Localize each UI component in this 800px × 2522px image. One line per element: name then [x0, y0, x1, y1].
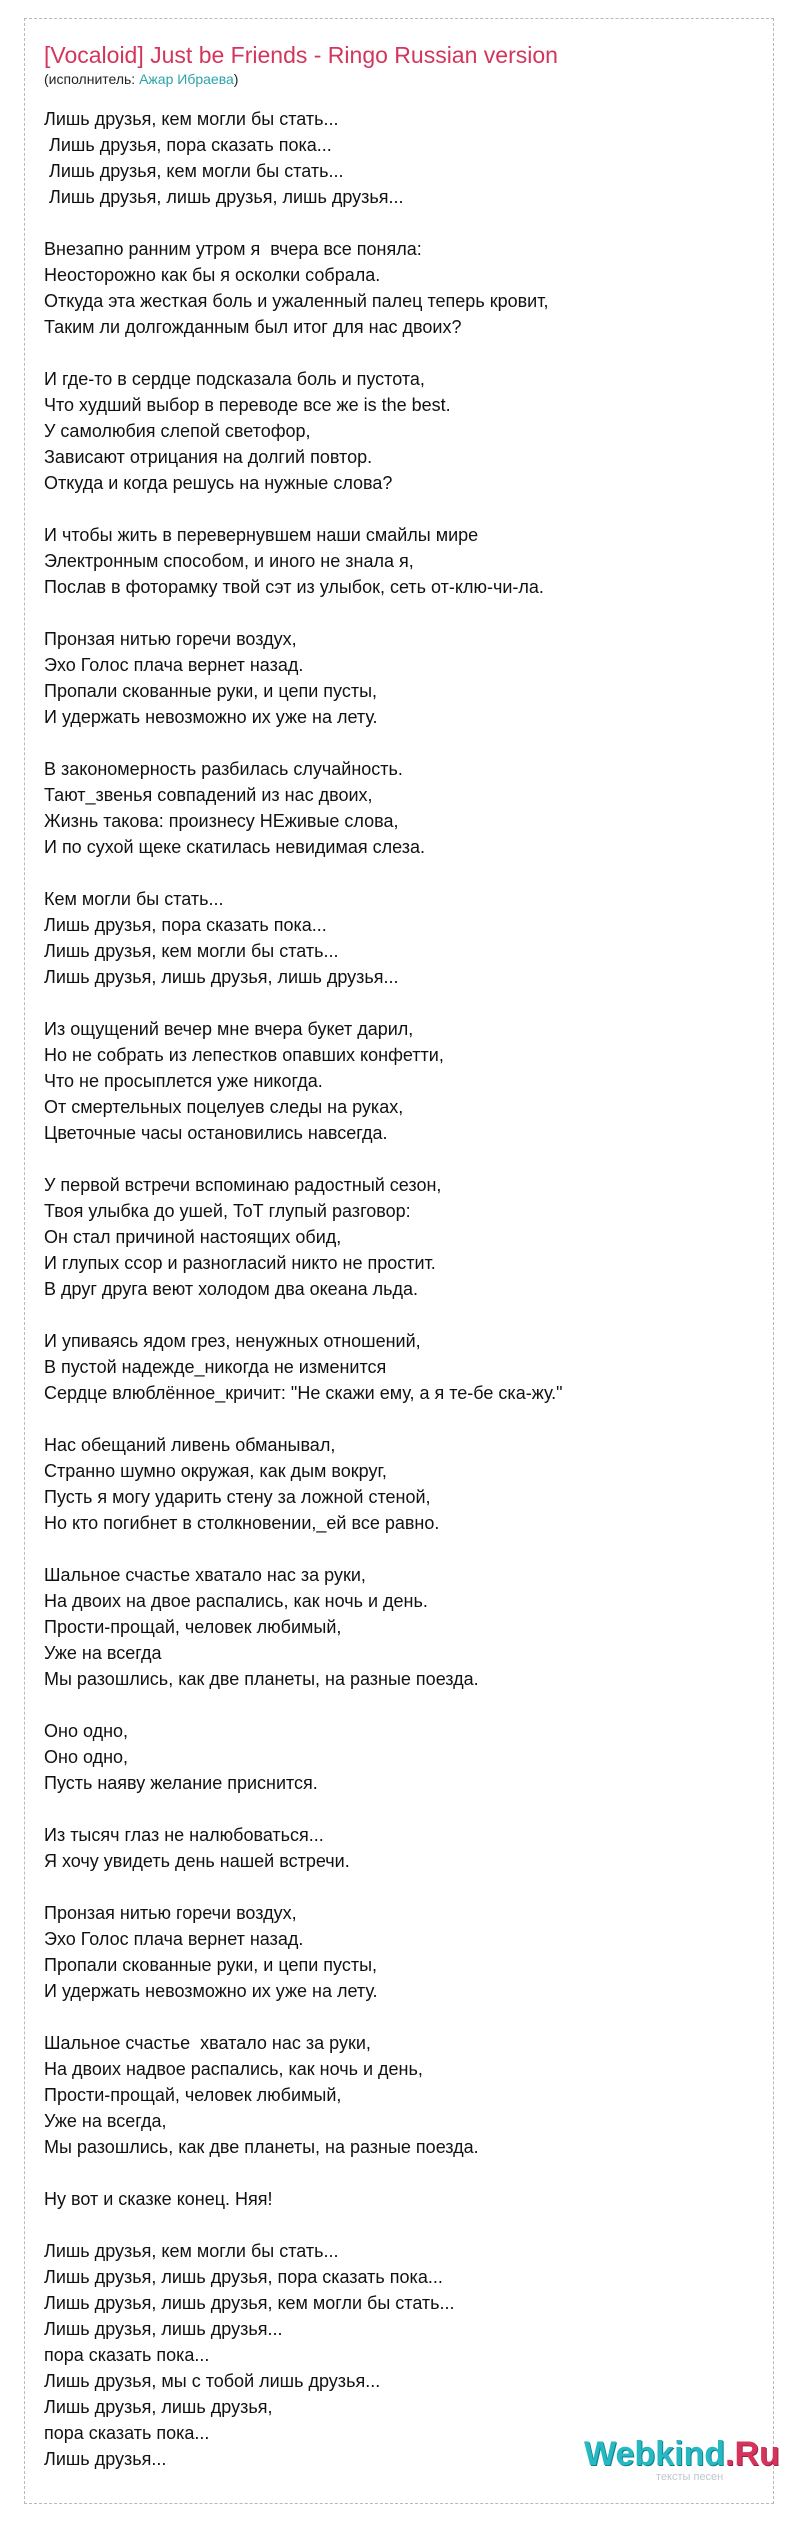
logo-suffix: .Ru	[725, 2435, 780, 2473]
lyrics-text: Лишь друзья, кем могли бы стать... Лишь друзья, пора сказать пока... Лишь друзья, кем могли бы стать... Лишь друзья, лишь друзья, лишь друзья... Внезапно ранним утром я вчера все поняла: Неосторожно как бы я осколки собрала. Откуда эта жесткая боль и ужаленный палец теперь кровит, Таким ли долгожданным был итог для нас двоих? И где-то в сердце подсказала боль и пустота, Что худший выбор в переводе все же is the best. У самолюбия слепой светофор, Зависают отрицания на долгий повтор. Откуда и когда решусь на нужные слова? И чтобы жить в перевернувшем наши смайлы мире Электронным способом, и иного не знала я, Послав в фоторамку твой сэт из улыбок, сеть от-клю-чи-ла. Пронзая нитью горечи воздух, Эхо Голос плача вернет назад. Пропали скованные руки, и цепи пусты, И удержать невозможно их уже на лету. В закономерность разбилась случайность. Тают_звенья совпадений из нас двоих, Жизнь такова: произнесу НЕживые слова, И по сухой щеке скатилась невидимая слеза. Кем могли бы стать... Лишь друзья, пора сказать пока... Лишь друзья, кем могли бы стать... Лишь друзья, лишь друзья, лишь друзья... Из ощущений вечер мне вчера букет дарил, Но не собрать из лепестков опавших конфетти, Что не просыплется уже никогда. От смертельных поцелуев следы на руках, Цветочные часы остановились навсегда. У первой встречи вспоминаю радостный сезон, Твоя улыбка до ушей, ТоТ глупый разговор: Он стал причиной настоящих обид, И глупых ссор и разногласий никто не простит. В друг друга веют холодом два океана льда. И упиваясь ядом грез, ненужных отношений, В пустой надежде_никогда не изменится Сердце влюблённое_кричит: "Не скажи ему, а я те-бе ска-жу." Нас обещаний ливень обманывал, Странно шумно окружая, как дым вокруг, Пусть я могу ударить стену за ложной стеной, Но кто погибнет в столкновении,_ей все равно. Шальное счастье хватало нас за руки, На двоих на двое распались, как ночь и день. Прости-прощай, человек любимый, Уже на всегда Мы разошлись, как две планеты, на разные поезда. Оно одно, Оно одно, Пусть наяву желание приснится. Из тысяч глаз не налюбоваться... Я хочу увидеть день нашей встречи. Пронзая нитью горечи воздух, Эхо Голос плача вернет назад. Пропали скованные руки, и цепи пусты, И удержать невозможно их уже на лету. Шальное счастье хватало нас за руки, На двоих надвое распались, как ночь и день, Прости-прощай, человек любимый, Уже на всегда, Мы разошлись, как две планеты, на разные поезда. Ну вот и сказке конец. Няя! Лишь друзья, кем могли бы стать... Лишь друзья, лишь друзья, пора сказать пока... Лишь друзья, лишь друзья, кем могли бы стать... Лишь друзья, лишь друзья... пора сказать пока... Лишь друзья, мы с тобой лишь друзья... Лишь друзья, лишь друзья, пора сказать пока... Лишь друзья...	[44, 109, 563, 2469]
webkind-logo[interactable]	[584, 2434, 780, 2490]
logo-main: Webkind	[584, 2435, 726, 2473]
artist-line	[44, 70, 238, 88]
logo-subtitle: тексты песен	[656, 2471, 724, 2483]
artist-suffix: )	[233, 71, 239, 87]
artist-link[interactable]: Ажар Ибраева	[139, 71, 234, 87]
logo-wordmark	[584, 2434, 780, 2474]
artist-prefix: (исполнитель:	[44, 71, 140, 87]
song-title: [Vocaloid] Just be Friends - Ringo Russian version	[44, 42, 558, 68]
